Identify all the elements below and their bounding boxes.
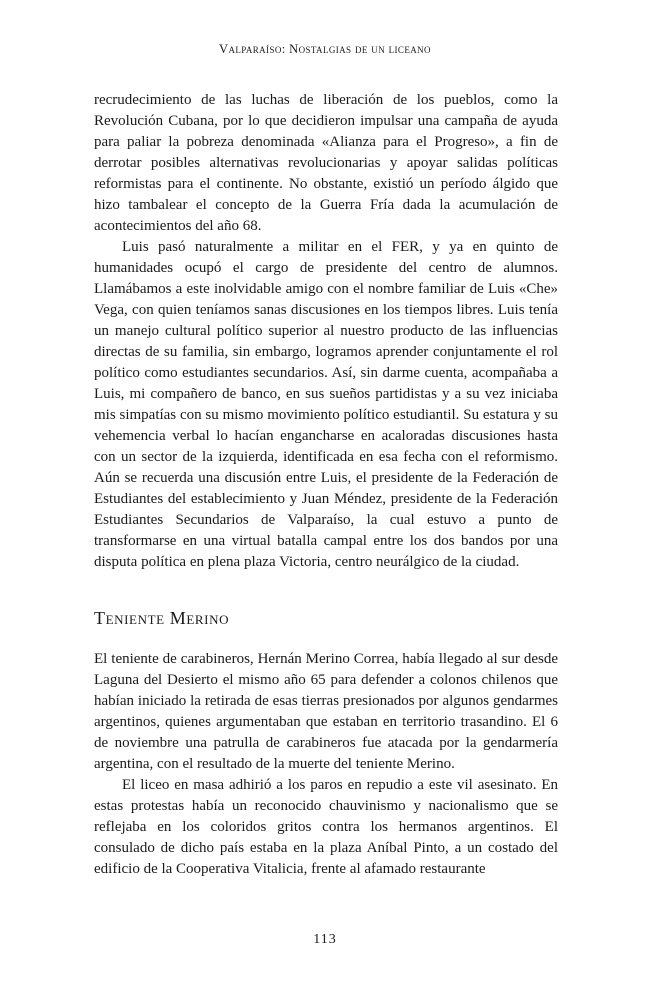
section-1-text: [94, 90, 558, 573]
section-2-text: [94, 649, 558, 880]
page-number: 113: [313, 932, 337, 947]
running-head: Valparaíso: Nostalgias de un liceano: [219, 42, 431, 56]
paragraph: recrudecimiento de las luchas de liberación de los pueblos, como la Revolución Cubana, por lo que decidieron impulsar una campaña de ayuda para paliar la pobreza denominada «Alianza para el Progreso», a fin de derrotar posibles alternativas revolucionarias y apoyar salidas políticas reformistas para el continente. No obstante, existió un período álgido que hizo tambalear el concepto de la Guerra Fría dada la acumulación de acontecimientos del año 68.: [94, 92, 558, 234]
section-heading: Teniente Merino: [94, 608, 230, 628]
paragraph: Luis pasó naturalmente a militar en el FER, y ya en quinto de humanidades ocupó el cargo de presidente del centro de alumnos. Llamábamos a este inolvidable amigo con el nombre familiar de Luis «Che» Vega, con quien teníamos sanas discusiones en los tiempos libres. Luis tenía un manejo cultural político superior al nuestro producto de las influencias directas de su familia, sin embargo, logramos aprender conjuntamente el rol político como estudiantes secundarios. Así, sin darme cuenta, acompañaba a Luis, mi compañero de banco, en sus sueños partidistas y a su vez iniciaba mis simpatías con su mismo movimiento político estudiantil. Su estatura y su vehemencia verbal lo hacían engancharse en acaloradas discusiones hasta con un sector de la izquierda, identificada en esa fecha con el reformismo. Aún se recuerda una discusión entre Luis, el presidente de la Federación de Estudiantes del establecimiento y Juan Méndez, presidente de la Federación Estudiantes Secundarios de Valparaíso, la cual estuvo a punto de transformarse en una virtual batalla campal entre los dos bandos por una disputa política en plena plaza Victoria, centro neurálgico de la ciudad.: [94, 239, 558, 570]
paragraph: El teniente de carabineros, Hernán Merino Correa, había llegado al sur desde Laguna del Desierto el mismo año 65 para defender a colonos chilenos que habían iniciado la retirada de esas tierras presionados por algunos gendarmes argentinos, quienes argumentaban que estaban en territorio trasandino. El 6 de noviembre una patrulla de carabineros fue atacada por la gendarmería argentina, con el resultado de la muerte del teniente Merino.: [94, 651, 558, 772]
paragraph: El liceo en masa adhirió a los paros en repudio a este vil asesinato. En estas protestas había un reconocido chauvinismo y nacionalismo que se reflejaba en los coloridos gritos contra los hermanos argentinos. El consulado de dicho país estaba en la plaza Aníbal Pinto, a un costado del edificio de la Cooperativa Vitalicia, frente al afamado restaurante: [94, 777, 558, 877]
